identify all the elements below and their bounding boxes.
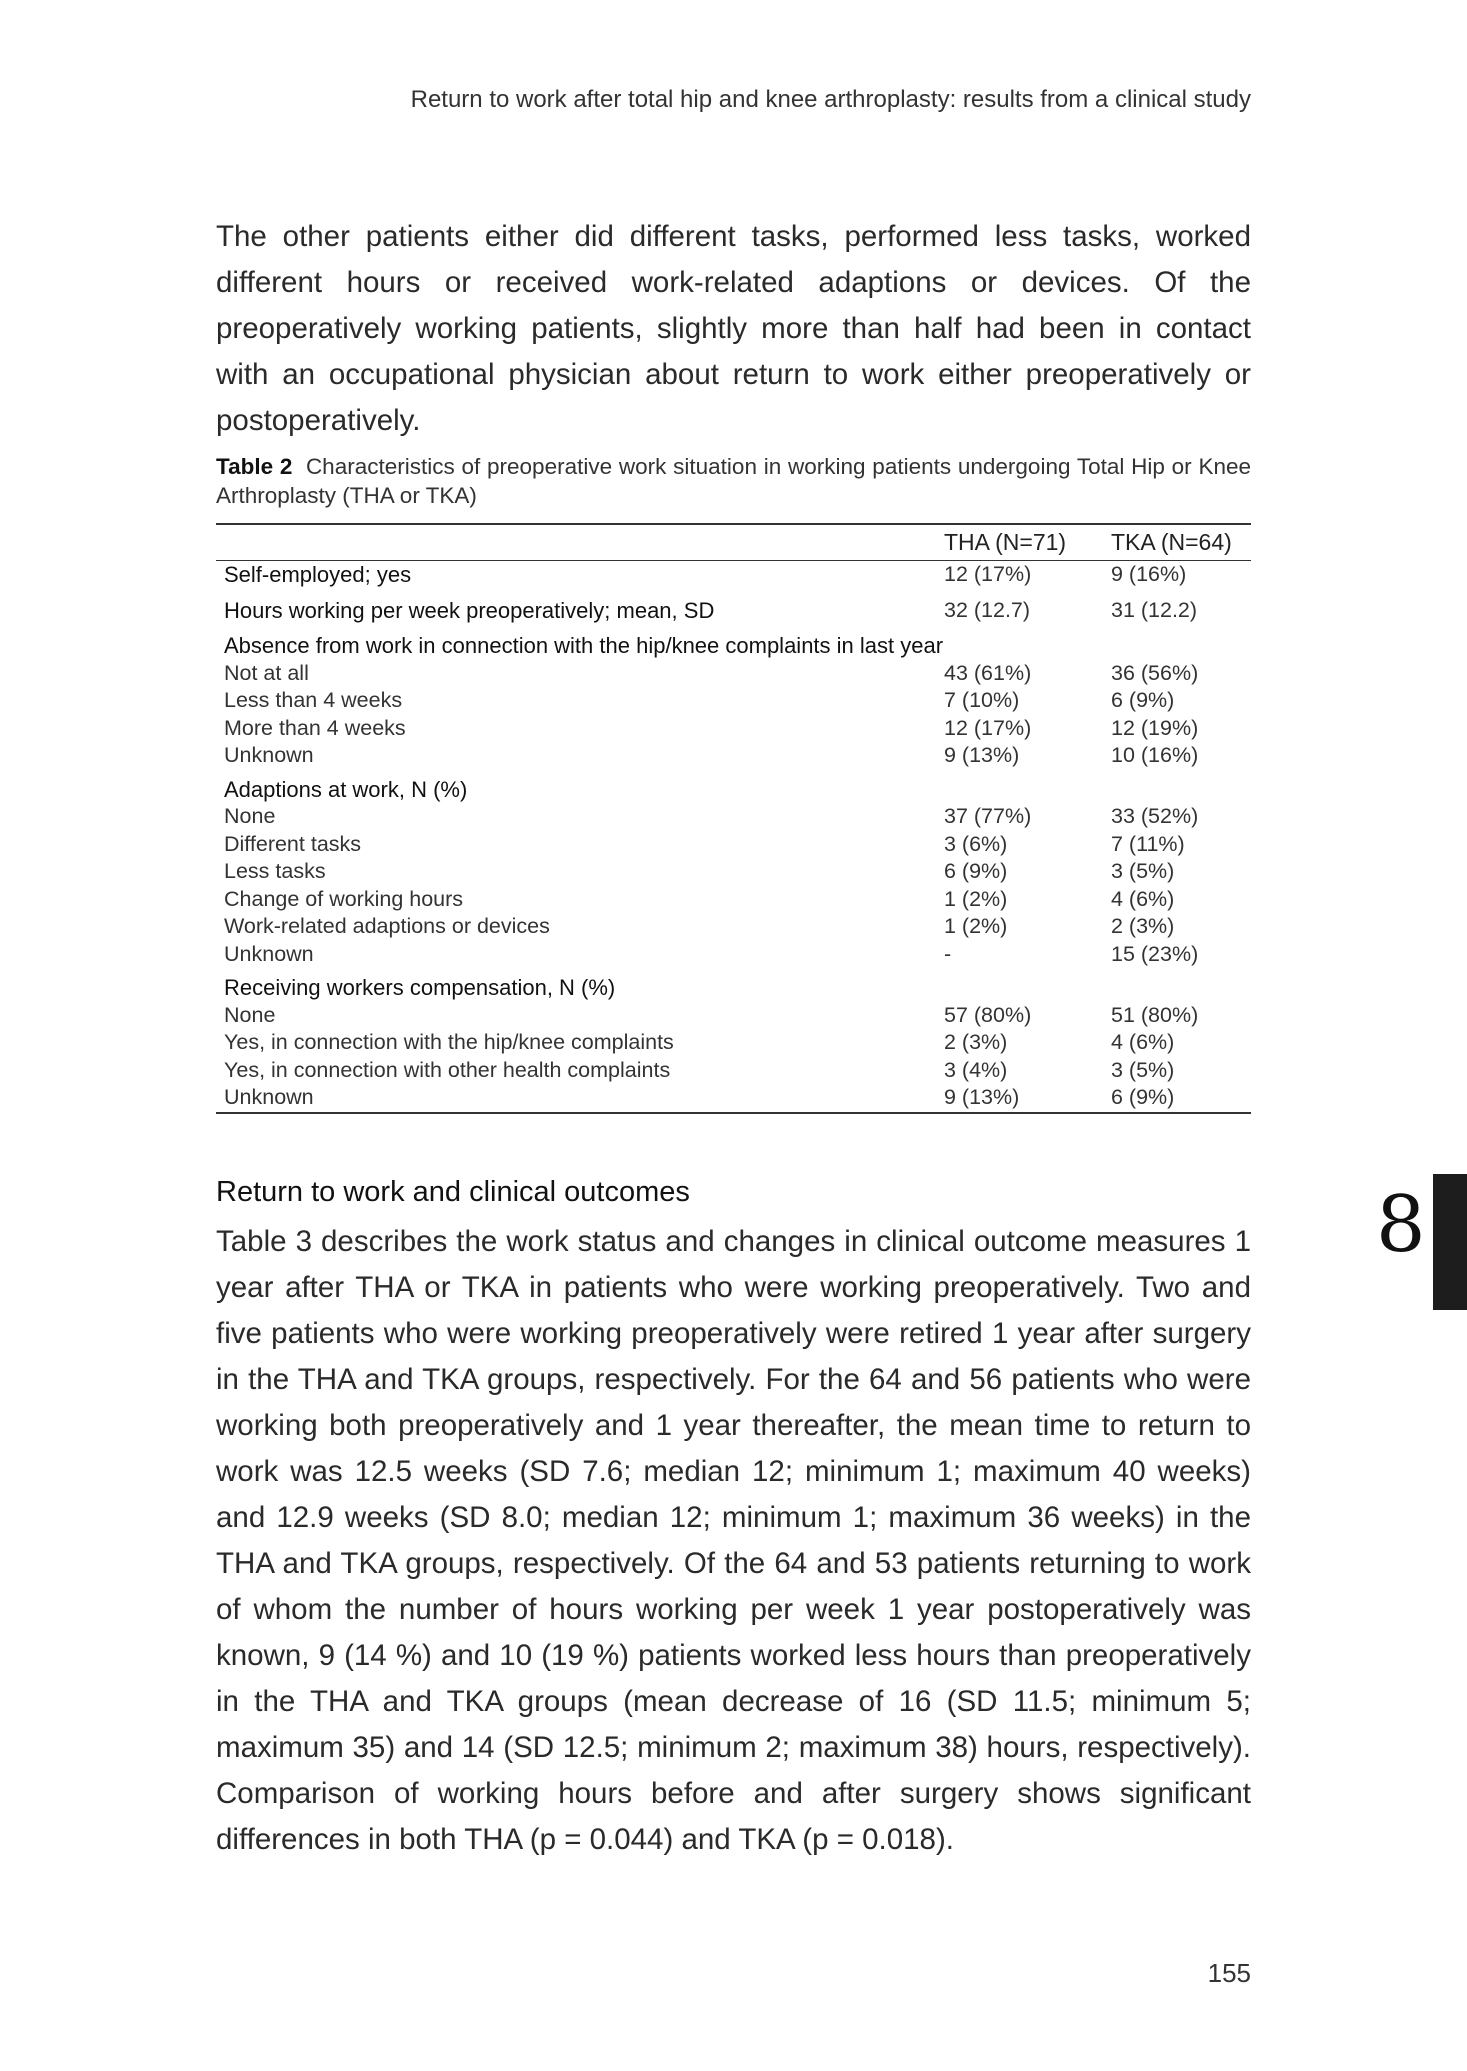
row-tha-value: 9 (13%): [944, 1084, 1111, 1113]
row-label: None: [224, 1002, 276, 1027]
row-tka-value: 6 (9%): [1111, 688, 1175, 712]
table-row: [216, 831, 1251, 859]
intro-paragraph: The other patients either did different tasks, performed less tasks, worked different hours or received work-related adaptions or devices. Of the preoperatively working patients, slightly more than half had been in contact with an occupational physician about return to work either preoperatively or postoperatively.: [216, 220, 1251, 437]
row-tka-value: 7 (11%): [1111, 831, 1185, 856]
row-label: Less tasks: [224, 859, 326, 883]
row-tka-value: 2 (3%): [1111, 914, 1175, 938]
chapter-tab-marker: [1433, 1174, 1467, 1310]
row-tka-value: 33 (52%): [1111, 804, 1199, 828]
row-tka-value: 10 (16%): [1111, 743, 1199, 767]
row-label: Different tasks: [224, 831, 362, 856]
row-label: More than 4 weeks: [224, 715, 406, 740]
table-row: [216, 687, 1251, 715]
row-tha-value: [944, 624, 1111, 660]
row-tha-value: 6 (9%): [944, 859, 1008, 883]
row-label: Unknown: [224, 743, 314, 767]
row-tka-value: 12 (19%): [1111, 715, 1199, 740]
row-tka-value: 4 (6%): [1111, 886, 1175, 911]
table-row: [216, 913, 1251, 941]
row-label: Receiving workers compensation, N (%): [224, 975, 616, 1000]
row-label: Hours working per week preoperatively; mean, SD: [224, 597, 715, 623]
row-tka-value: 15 (23%): [1111, 941, 1199, 966]
table-row: [216, 660, 1251, 688]
row-tka-value: 31 (12.2): [1111, 597, 1198, 622]
row-label: Adaptions at work, N (%): [224, 776, 468, 802]
characteristics-table: [216, 523, 1251, 1114]
table-row: [216, 1002, 1251, 1030]
table-row: [216, 1029, 1251, 1057]
table-row: [216, 858, 1251, 886]
row-tha-value: 3 (6%): [944, 831, 1008, 856]
row-tha-value: 12 (17%): [944, 562, 1032, 586]
row-tka-value: 6 (9%): [1111, 1084, 1251, 1113]
section-heading: Return to work and clinical outcomes: [216, 1176, 690, 1208]
row-tka-value: [1111, 968, 1251, 1002]
table-header-label: [216, 524, 944, 561]
row-label: None: [224, 804, 276, 828]
table-row: [216, 589, 1251, 625]
row-label: Less than 4 weeks: [224, 688, 403, 712]
row-label: Not at all: [224, 660, 309, 685]
row-tka-value: 36 (56%): [1111, 660, 1199, 685]
row-tha-value: 7 (10%): [944, 688, 1020, 712]
table-header-row: [216, 524, 1251, 561]
row-tha-value: [944, 968, 1111, 1002]
row-tha-value: 1 (2%): [944, 914, 1008, 938]
page-number: 155: [1207, 1958, 1251, 1988]
row-tka-value: 4 (6%): [1111, 1030, 1175, 1054]
table-row: [216, 1084, 1251, 1113]
row-label: Unknown: [216, 1084, 944, 1113]
row-tha-value: 9 (13%): [944, 743, 1020, 767]
row-tha-value: 2 (3%): [944, 1030, 1008, 1054]
row-label: Yes, in connection with other health complaints: [224, 1057, 671, 1082]
table-caption: [216, 452, 1251, 510]
row-tha-value: 37 (77%): [944, 804, 1032, 828]
row-tha-value: [944, 770, 1111, 804]
running-header: Return to work after total hip and knee arthroplasty: results from a clinical study: [410, 86, 1251, 113]
row-tka-value: [1111, 770, 1251, 804]
table-row: [216, 624, 1251, 660]
row-tka-value: 3 (5%): [1111, 1057, 1175, 1082]
table-label: Table 2: [216, 454, 293, 479]
table-row: [216, 1057, 1251, 1085]
row-tka-value: 3 (5%): [1111, 859, 1175, 883]
table-row: [216, 941, 1251, 969]
section-paragraph: Table 3 describes the work status and changes in clinical outcome measures 1 year after THA or TKA in patients who were working preoperatively. Two and five patients who were working preoperatively were retired 1 year after surgery in the THA and TKA groups, respectively. For the 64 and 56 patients who were working both preoperatively and 1 year thereafter, the mean time to return to work was 12.5 weeks (SD 7.6; median 12; minimum 1; maximum 40 weeks) and 12.9 weeks (SD 8.0; median 12; minimum 1; maximum 36 weeks) in the THA and TKA groups, respectively. Of the 64 and 53 patients returning to work of whom the number of hours working per week 1 year postoperatively was known, 9 (14 %) and 10 (19 %) patients worked less hours than preoperatively in the THA and TKA groups (mean decrease of 16 (SD 11.5; minimum 5; maximum 35) and 14 (SD 12.5; minimum 2; maximum 38) hours, respectively). Comparison of working hours before and after surgery shows significant differences in both THA (p = 0.044) and TKA (p = 0.018).: [216, 1225, 1251, 1856]
table-row: [216, 770, 1251, 804]
row-label: Self-employed; yes: [224, 562, 412, 587]
row-label: Work-related adaptions or devices: [224, 914, 550, 938]
table-row: [216, 742, 1251, 770]
row-tha-value: -: [944, 941, 952, 966]
row-tha-value: 3 (4%): [944, 1057, 1008, 1082]
table-row: [216, 803, 1251, 831]
table-row: [216, 561, 1251, 589]
table-row: [216, 886, 1251, 914]
row-tha-value: 32 (12.7): [944, 597, 1031, 622]
row-tka-value: 9 (16%): [1111, 562, 1187, 586]
row-tka-value: 51 (80%): [1111, 1002, 1199, 1027]
row-label: Change of working hours: [224, 886, 464, 911]
row-tha-value: 1 (2%): [944, 886, 1008, 911]
row-tha-value: 12 (17%): [944, 715, 1032, 740]
row-label: Yes, in connection with the hip/knee complaints: [224, 1030, 674, 1054]
row-tha-value: 57 (80%): [944, 1002, 1032, 1027]
row-tka-value: [1111, 624, 1251, 660]
table-header-tha: THA (N=71): [944, 524, 1111, 561]
table-row: [216, 715, 1251, 743]
table-row: [216, 968, 1251, 1002]
table-header-tka: TKA (N=64): [1111, 524, 1251, 561]
row-label: Unknown: [224, 941, 314, 966]
table-caption-text: Characteristics of preoperative work situation in working patients undergoing Total Hip or Knee Arthroplasty (THA or TKA): [216, 454, 1251, 508]
row-tha-value: 43 (61%): [944, 660, 1032, 685]
chapter-number: 8: [1376, 1180, 1426, 1270]
row-label: Absence from work in connection with the hip/knee complaints in last year: [224, 633, 944, 658]
